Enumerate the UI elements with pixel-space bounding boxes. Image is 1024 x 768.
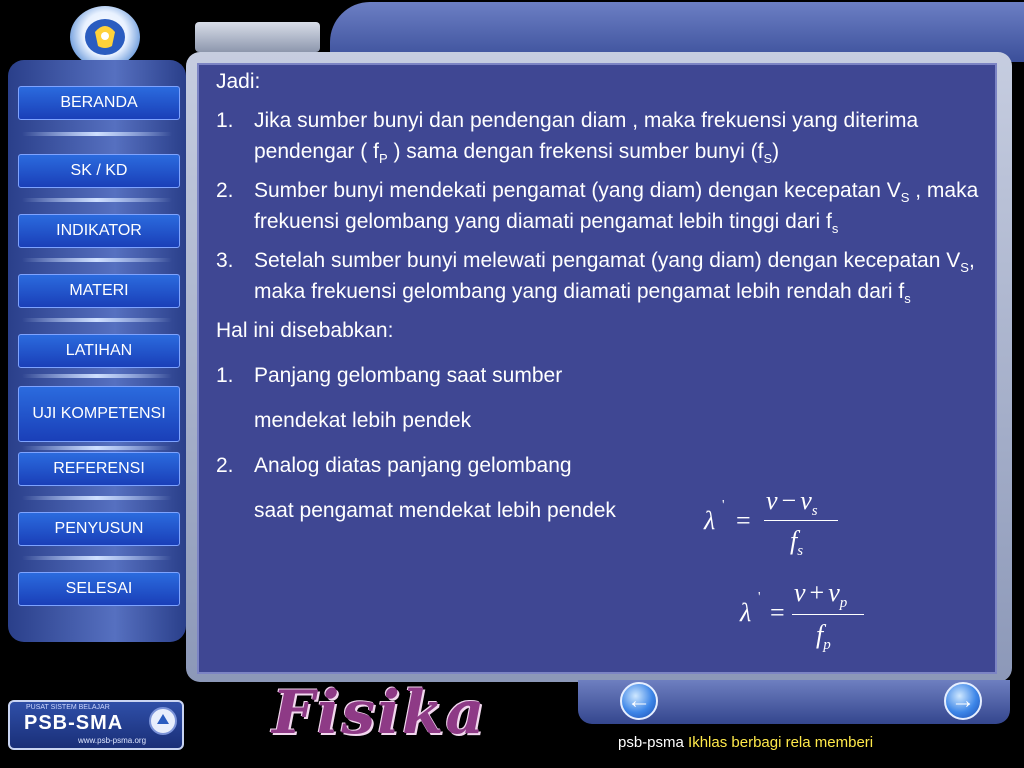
arrow-left-icon: ←	[627, 687, 651, 714]
ministry-logo	[70, 6, 140, 68]
list-number: 1.	[216, 364, 234, 387]
nav-separator	[22, 374, 172, 378]
formula-source-approach: λ ' = $v - v_s$ $f_s$	[700, 486, 850, 566]
list-item	[216, 245, 986, 307]
nav-separator	[22, 198, 172, 202]
nav-separator	[22, 556, 172, 560]
psb-sma-logo: PUSAT SISTEM BELAJAR PSB-SMA www.psb-psma.org	[8, 700, 184, 750]
tut-wuri-logo-icon	[70, 6, 140, 68]
nav-separator	[22, 318, 172, 322]
footer-site: psb-psma	[618, 734, 684, 751]
nav-referensi-button[interactable]: REFERENSI	[18, 452, 180, 486]
nav-selesai-button[interactable]: SELESAI	[18, 572, 180, 606]
nav-indikator-button[interactable]: INDIKATOR	[18, 214, 180, 248]
list-text: Jika sumber bunyi dan pendengan diam , maka frekuensi yang diterima pendengar ( $f_P$ ) sama dengan frekensi sumber bunyi $(f_S)$	[254, 109, 919, 167]
reason-item	[216, 360, 986, 436]
nav-separator	[22, 132, 172, 136]
nav-materi-button[interactable]: MATERI	[18, 274, 180, 308]
nav-latihan-button[interactable]: LATIHAN	[18, 334, 180, 368]
nav-separator	[22, 446, 172, 450]
formula-observer-approach: λ ' = $v + v_p$ $f_p$	[736, 578, 886, 660]
list-number: 2.	[216, 179, 234, 202]
footer-motto: Ikhlas berbagi rela memberi	[688, 734, 874, 751]
list-number: 2.	[216, 454, 234, 477]
slide-heading: Jadi:	[216, 70, 261, 93]
nav-sk-kd-button[interactable]: SK / KD	[18, 154, 180, 188]
next-slide-button[interactable]	[944, 682, 982, 720]
list-number: 3.	[216, 249, 234, 272]
reason-heading: Hal ini disebabkan:	[216, 319, 394, 342]
list-item	[216, 105, 986, 167]
nav-beranda-button[interactable]: BERANDA	[18, 86, 180, 120]
list-text: Sumber bunyi mendekati pengamat (yang diam) dengan kecepatan $V_S$ , maka frekuensi gelombang yang diamati pengamat lebih tinggi dari $f_s$	[254, 179, 979, 237]
list-item	[216, 175, 986, 237]
psb-emblem-icon	[148, 706, 178, 736]
reason-text: Analog diatas panjang gelombang saat pengamat mendekat lebih pendek	[254, 454, 616, 522]
slide-text	[216, 66, 986, 526]
nav-separator	[22, 258, 172, 262]
reason-text: Panjang gelombang saat sumber mendekat lebih pendek	[254, 364, 563, 432]
top-small-tab	[195, 22, 320, 52]
reason-item	[216, 450, 986, 526]
list-text: Setelah sumber bunyi melewati pengamat (yang diam) dengan kecepatan $V_S$, maka frekuensi gelombang yang diamati pengamat lebih rendah dari $f_s$	[254, 249, 975, 307]
fisika-title: Fisika	[272, 678, 487, 748]
nav-separator	[22, 496, 172, 500]
nav-penyusun-button[interactable]: PENYUSUN	[18, 512, 180, 546]
previous-slide-button[interactable]	[620, 682, 658, 720]
footer-text	[618, 734, 873, 751]
arrow-right-icon: →	[951, 687, 975, 714]
nav-uji-kompetensi-button[interactable]: UJI KOMPETENSI	[18, 386, 180, 442]
list-number: 1.	[216, 109, 234, 132]
